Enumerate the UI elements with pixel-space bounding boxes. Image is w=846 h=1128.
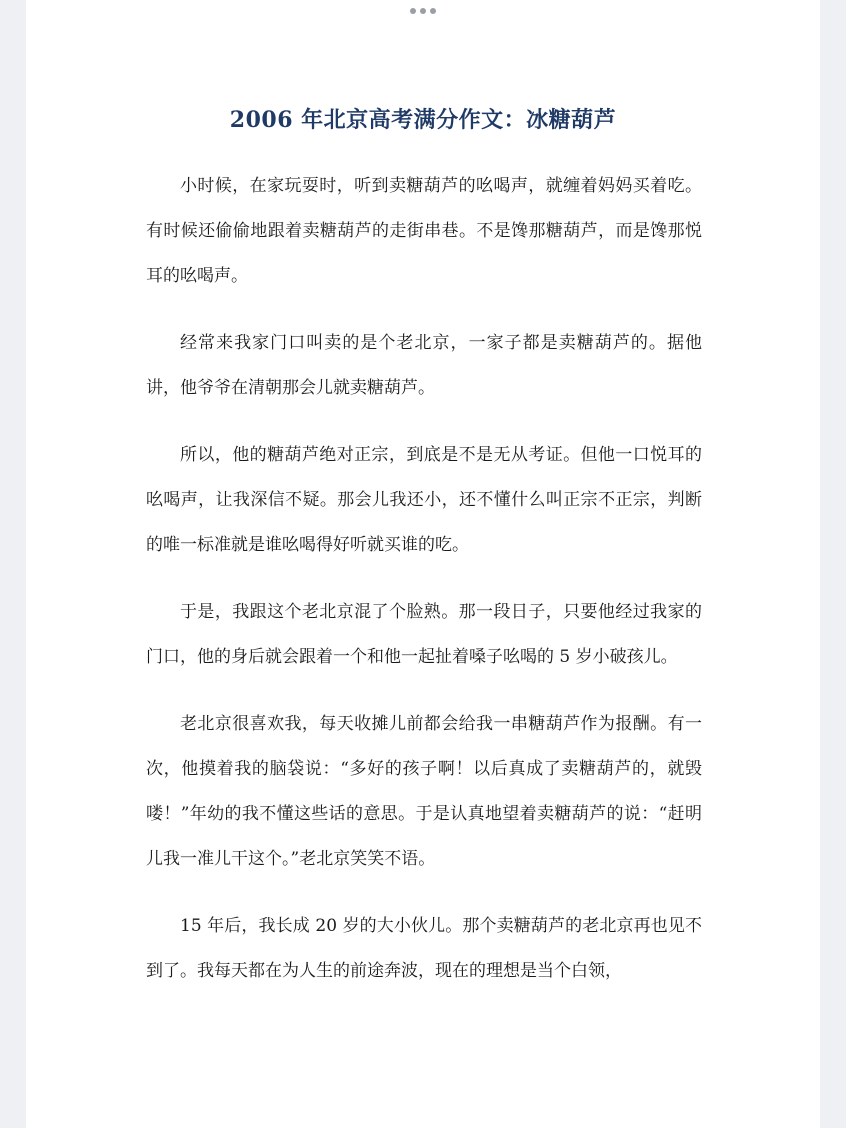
paragraph: 小时候，在家玩耍时，听到卖糖葫芦的吆喝声，就缠着妈妈买着吃。有时候还偷偷地跟着卖糖葫芦的走街串巷。不是馋那糖葫芦，而是馋那悦耳的吆喝声。	[146, 176, 702, 286]
paragraph: 所以，他的糖葫芦绝对正宗，到底是不是无从考证。但他一口悦耳的吆喝声，让我深信不疑。那会儿我还小，还不懂什么叫正宗不正宗，判断的唯一标准就是谁吆喝得好听就买谁的吃。	[146, 445, 702, 555]
document-title: 2006 年北京高考满分作文：冰糖葫芦	[229, 107, 617, 133]
paragraph: 于是，我跟这个老北京混了个脸熟。那一段日子，只要他经过我家的门口，他的身后就会跟着一个和他一起扯着嗓子吆喝的 5 岁小破孩儿。	[146, 602, 702, 667]
document-body	[146, 164, 702, 1016]
paragraph: 经常来我家门口叫卖的是个老北京，一家子都是卖糖葫芦的。据他讲，他爷爷在清朝那会儿就卖糖葫芦。	[146, 333, 702, 398]
paragraph: 老北京很喜欢我，每天收摊儿前都会给我一串糖葫芦作为报酬。有一次，他摸着我的脑袋说：“多好的孩子啊！以后真成了卖糖葫芦的，就毁喽！”年幼的我不懂这些话的意思。于是认真地望着卖糖葫芦的说：“赶明儿我一准儿干这个。”老北京笑笑不语。	[146, 714, 702, 869]
paragraph: 15 年后，我长成 20 岁的大小伙儿。那个卖糖葫芦的老北京再也见不到了。我每天都在为人生的前途奔波，现在的理想是当个白领，	[146, 916, 702, 981]
more-dots-icon[interactable]	[410, 7, 436, 15]
